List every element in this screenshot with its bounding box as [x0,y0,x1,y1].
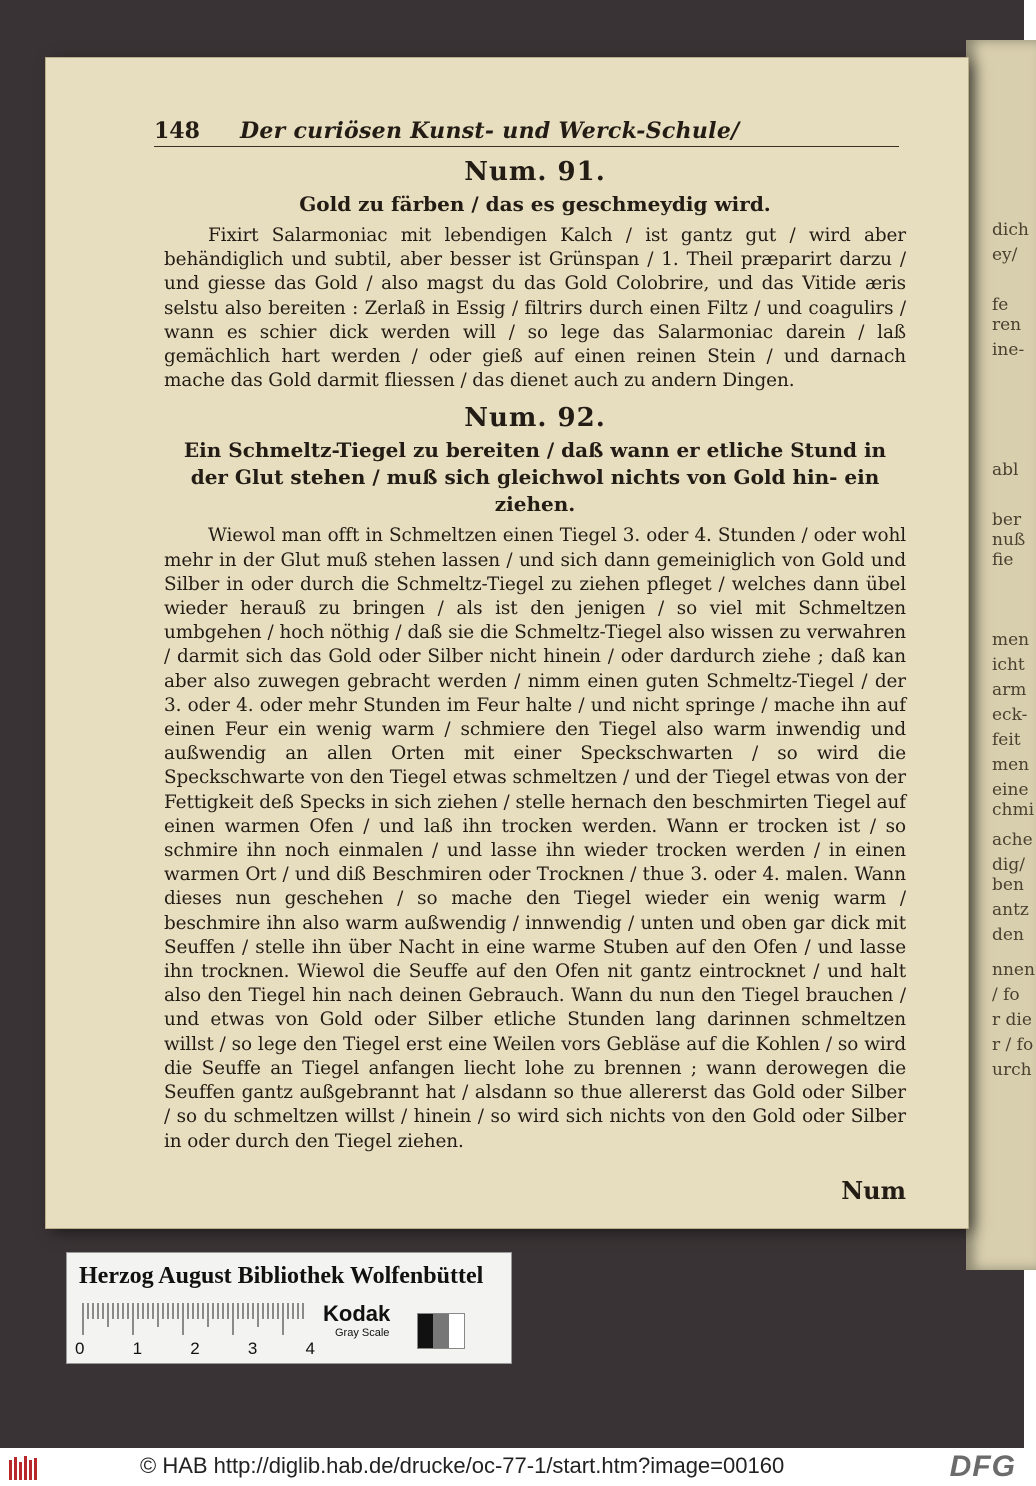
adjacent-page-fragment: eck- [992,705,1028,725]
running-head [154,118,899,147]
running-title: Der curiösen Kunst- und Werck-Schule/ [239,118,740,144]
gray-scale-ruler [79,1301,309,1335]
adjacent-page-fragment: dich [992,220,1029,240]
section-subtitle: Gold zu färben / das es geschmeydig wird. [299,192,771,216]
adjacent-page-fragment: dig/ [992,855,1025,875]
ruler-numbers [75,1339,315,1359]
section-91 [164,157,906,393]
adjacent-page-fragment: ache [992,830,1033,850]
catchword: Num [841,1175,906,1205]
page-number: 148 [154,118,200,144]
adjacent-page-fragment: ren [992,315,1022,335]
adjacent-page-fragment: antz [992,900,1029,920]
library-logo-icon [8,1454,40,1482]
section-heading: Num. 91. [464,157,606,187]
adjacent-page-fragment: icht [992,655,1025,675]
section-text: Fixirt Salarmoniac mit lebendigen Kalch / ist gantz gut / wird aber behändiglich und subtil, aber besser ist Grünspan / 1. Theil præparirt darzu / und giesse das Gold / also magst du das Gold Colobrire, und das Vitide æris selstu also bereiten : Zerlaß in Essig / filtrirs durch einen Filtz / und coagulirs / wann es schier dick werden will / so lege das Salarmoniac darein / laß gemächlich hart werden / oder gieß auf einen reinen Stein / und darnach mache das Gold darmit fliessen / das dienet auch zu andern Dingen. [164,225,906,392]
adjacent-page-fragment: abl [992,460,1019,480]
adjacent-page-fragment: r / fo [992,1035,1034,1055]
adjacent-page [966,40,1036,1270]
adjacent-page-fragment: r die [992,1010,1032,1030]
footer [0,1448,1024,1486]
adjacent-page-fragment: men [992,755,1030,775]
adjacent-page-fragment: ey/ [992,245,1018,265]
kodak-logo: Kodak [323,1301,391,1326]
adjacent-page-fragment: / fo [992,985,1020,1005]
adjacent-page-fragment: eine [992,780,1029,800]
adjacent-page-fragment: feit [992,730,1021,750]
library-label [66,1252,512,1364]
adjacent-page-fragment: fe [992,295,1009,315]
ruler-number: 4 [305,1339,315,1358]
adjacent-page-fragment: arm [992,680,1027,700]
book-page [46,58,968,1228]
section-heading: Num. 92. [464,403,606,434]
adjacent-page-fragment: den [992,925,1024,945]
adjacent-page-fragment: ben [992,875,1024,895]
gray-swatch [417,1313,465,1349]
section-subtitle: Ein Schmeltz-Tiegel zu bereiten / daß wann er etliche Stund in der Glut stehen / muß sich gleichwol nichts von Gold hin- ein ziehen. [183,438,887,517]
adjacent-page-fragment: nuß [992,530,1026,550]
library-name: Herzog August Bibliothek Wolfenbüttel [79,1263,484,1289]
adjacent-page-fragment: fie [992,550,1014,570]
ruler-number: 3 [247,1339,258,1358]
adjacent-page-fragment: men [992,630,1030,650]
section-92 [164,403,906,1153]
gray-scale-caption: Gray Scale [335,1327,390,1339]
section-text: Wiewol man offt in Schmeltzen einen Tiegel 3. oder 4. Stunden / oder wohl mehr in der Glut muß stehen lassen / und sich dann gemeiniglich von Gold und Silber in oder durch die Schmeltz-Tiegel zu ziehen pfleget / welches dann übel wieder herauß zu bringen / als ist den jenigen / so viel mit Schmeltzen umbgehen / hoch nöthig / daß sie die Schmeltz-Tiegel also wissen zu verwahren / darmit sich das Gold oder Silber nicht hinein / oder dardurch ziehe ; daß kan aber also zuwegen gebracht werden / nimm einen guten Schmeltz-Tiegel / der 3. oder 4. oder mehr Stunden im Feur halte / und nicht springe / mache ihn auf einen Feur ein wenig warm / schmiere den Tiegel also warm inwendig und außwendig an allen Orten mit einer Speckschwarten / so wird die Speckschwarte von den Tiegel etwas schmeltzen / und der Tiegel etwas von der Fettigkeit deß Specks in sich ziehen / stelle hernach den beschmirten Tiegel auf einen warmen Ofen / und laß ihn trocken werden. Wann er trocken ist / so schmire ihn noch einmalen / und lasse ihn wieder trocken werden / in einen warmen Ort / und diß Beschmiren oder Trocknen / thue 3. oder 4. malen. Wann dieses nun geschehen / so mache den Tiegel wieder ein wenig warm / beschmire ihn also warm außwendig / innwendig / unten und oben gar dick mit Seuffen / stelle ihn über Nacht in eine warme Stuben auf den Ofen / und lasse ihn trocknen. Wiewol die Seuffe auf den Ofen nit gantz eintrocknet / und halt also den Tiegel hin nach deinen Gebrauch. Wann du nun den Tiegel brauchen / und etwas von Gold oder Silber etliche Stunden lang darinnen schmeltzen willst / so lege den Tiegel erst eine Weilen vors Gebläse auf die Kohlen / so wird die Seuffe an Tiegel anfangen liecht lohe zu brennen ; wann derowegen die Seuffen gantz außgebrannt hat / alsdann so thue allererst das Gold oder Silber / so du schmeltzen willst / hinein / so wird sich nichts von den Gold oder Silber in oder durch den Tiegel ziehen. [164,525,906,1152]
adjacent-page-fragment: nnen [992,960,1035,980]
page-content [154,118,906,1205]
adjacent-page-fragment: urch [992,1060,1032,1080]
adjacent-page-fragment: ber [992,510,1022,530]
ruler-number: 2 [190,1339,200,1358]
ruler-number: 0 [75,1339,85,1358]
adjacent-page-fragment: chmi [992,800,1035,820]
ruler-number: 1 [132,1339,143,1358]
adjacent-page-fragment: ine- [992,340,1025,360]
dfg-logo: DFG [949,1450,1016,1483]
copyright-link[interactable]: © HAB http://diglib.hab.de/drucke/oc-77-1/start.htm?image=00160 [140,1453,785,1478]
